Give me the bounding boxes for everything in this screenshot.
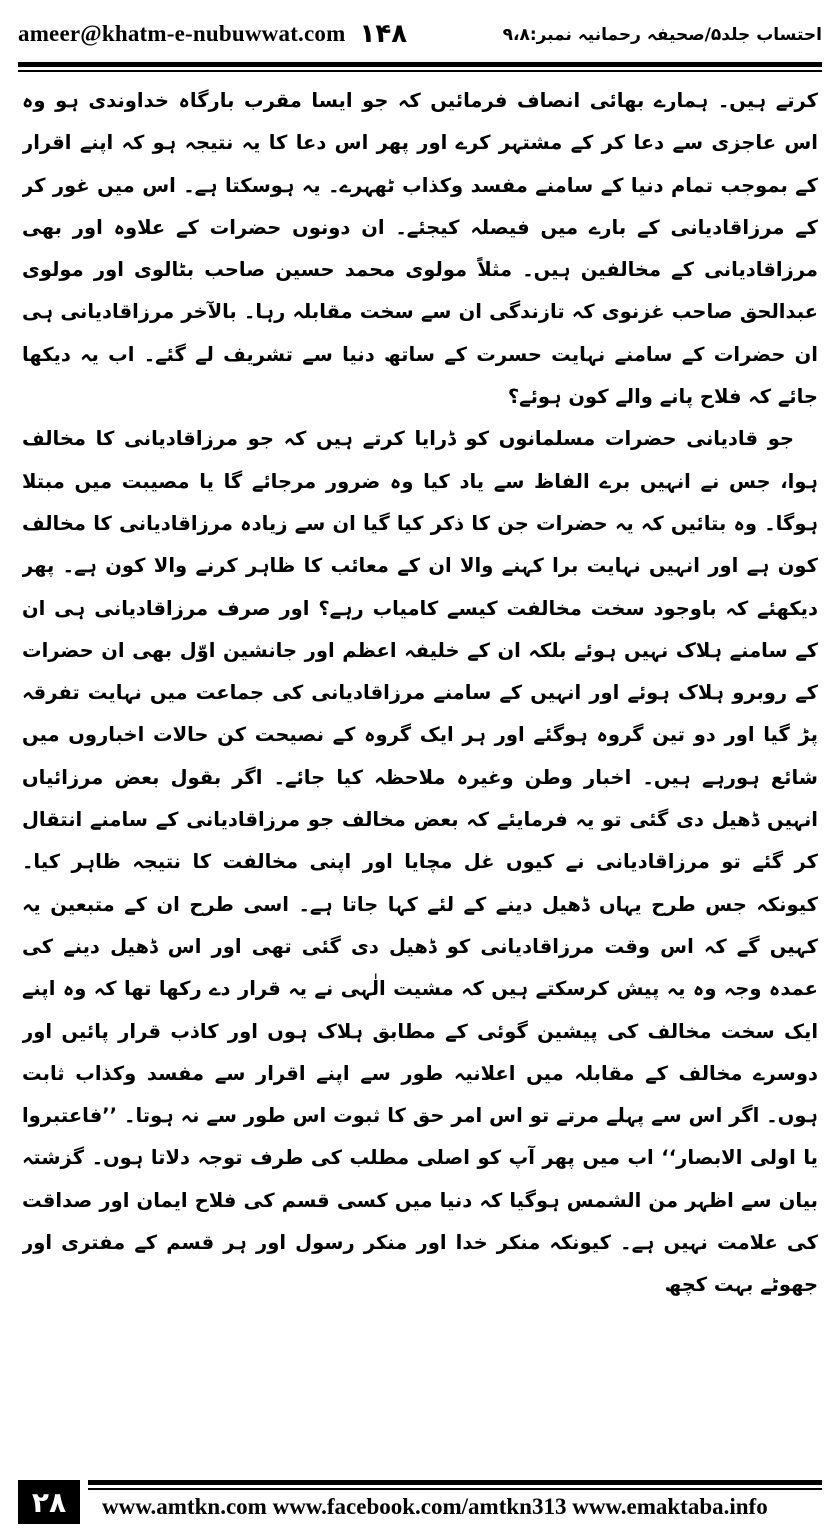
body-text — [22, 80, 818, 1470]
running-title: احتساب جلد۵/صحیفہ رحمانیہ نمبر:۹،۸ — [502, 24, 822, 45]
header-email: ameer@khatm-e-nubuwwat.com — [18, 21, 346, 46]
footer-urls: www.amtkn.com www.facebook.com/amtkn313 www.emaktaba.info — [102, 1494, 768, 1519]
footer-page-label: ۲۸ — [18, 1480, 80, 1524]
header-page-number: ۱۴۸ — [359, 19, 408, 49]
footer-rule-thick — [88, 1480, 822, 1485]
paragraph-2: جو قادیانی حضرات مسلمانوں کو ڈرایا کرتے ہیں کہ جو مرزاقادیانی کا مخالف ہوا، جس نے انہیں برے الفاظ سے یاد کیا وہ ضرور مرجائے گا یا مصیبت میں مبتلا ہوگا۔ وہ بتائیں کہ یہ حضرات جن کا ذکر کیا گیا ان سے زیادہ مرزاقادیانی کا مخالف کون ہے اور انہیں نہایت برا کہنے والا ان کے معائب کا ظاہر کرنے والا کون ہے۔ پھر دیکھئے کہ باوجود سخت مخالفت کیسے کامیاب رہے؟ اور صرف مرزاقادیانی ہی ان کے سامنے ہلاک نہیں ہوئے بلکہ ان کے خلیفہ اعظم اور جانشین اوّل بھی ان حضرات کے روبرو ہلاک ہوئے اور انہیں کے سامنے مرزاقادیانی کی جماعت میں نہایت تفرقہ پڑ گیا اور دو تین گروہ ہوگئے اور ہر ایک گروہ کے نصیحت کن حالات اخباروں میں شائع ہورہے ہیں۔ اخبار وطن وغیرہ ملاحظہ کیا جائے۔ اگر بقول بعض مرزائیاں انہیں ڈھیل دی گئی تو یہ فرمایئے کہ بعض مخالف جو مرزاقادیانی کے سامنے انتقال کر گئے تو مرزاقادیانی نے کیوں غل مچایا اور اپنی مخالفت کا نتیجہ ظاہر کیا۔ کیونکہ جس طرح یہاں ڈھیل دینے کے لئے کہا جاتا ہے۔ اسی طرح ان کے متبعین یہ کہیں گے کہ اس وقت مرزاقادیانی کو ڈھیل دی گئی تھی اور اس ڈھیل دینے کی عمدہ وجہ وہ یہ پیش کرسکتے ہیں کہ مشیت الٰہی نے یہ قرار دے رکھا تھا کہ وہ اپنے ایک سخت مخالف کی پیشین گوئی کے مطابق ہلاک ہوں اور کاذب قرار پائیں اور دوسرے مخالف کے مقابلہ میں اعلانیہ طور سے اپنے اقرار سے مفسد وکذاب ثابت ہوں۔ اگر اس سے پہلے مرتے تو اس امر حق کا ثبوت اس طور سے نہ ہوتا۔ ’’فاعتبروا یا اولی الابصار‘‘ اب میں پھر آپ کو اصلی مطلب کی طرف توجہ دلاتا ہوں۔ گزشتہ بیان سے اظہر من الشمس ہوگیا کہ دنیا میں کسی قسم کی فلاح ایمان اور صداقت کی علامت نہیں ہے۔ کیونکہ منکر خدا اور منکر رسول اور ہر قسم کے مفتری اور جھوٹے بہت کچھ — [22, 427, 818, 1297]
footer-rule-thin — [88, 1488, 822, 1490]
header-rule-thin — [18, 70, 822, 72]
paragraph-1: کرتے ہیں۔ ہمارے بھائی انصاف فرمائیں کہ جو ایسا مقرب بارگاہ خداوندی ہو وہ اس عاجزی سے دعا کر کے مشتہر کرے اور پھر اس دعا کا یہ نتیجہ ہو کہ اپنے اقرار کے بموجب تمام دنیا کے سامنے مفسد وکذاب ٹھہرے۔ یہ ہوسکتا ہے۔ اس میں غور کر کے مرزاقادیانی کے بارے میں فیصلہ کیجئے۔ ان دونوں حضرات کے علاوہ اور بھی مرزاقادیانی کے مخالفین ہیں۔ مثلاً مولوی محمد حسین صاحب بٹالوی اور مولوی عبدالحق صاحب غزنوی کہ تازندگی ان سے سخت مقابلہ رہا۔ بالآخر مرزاقادیانی ہی ان حضرات کے سامنے نہایت حسرت کے ساتھ دنیا سے تشریف لے گئے۔ اب یہ دیکھا جائے کہ فلاح پانے والے کون ہوئے؟ — [22, 89, 818, 409]
header-rule-thick — [18, 62, 822, 67]
page-header — [18, 14, 822, 54]
header-left — [18, 19, 407, 49]
page-footer — [18, 1480, 822, 1526]
